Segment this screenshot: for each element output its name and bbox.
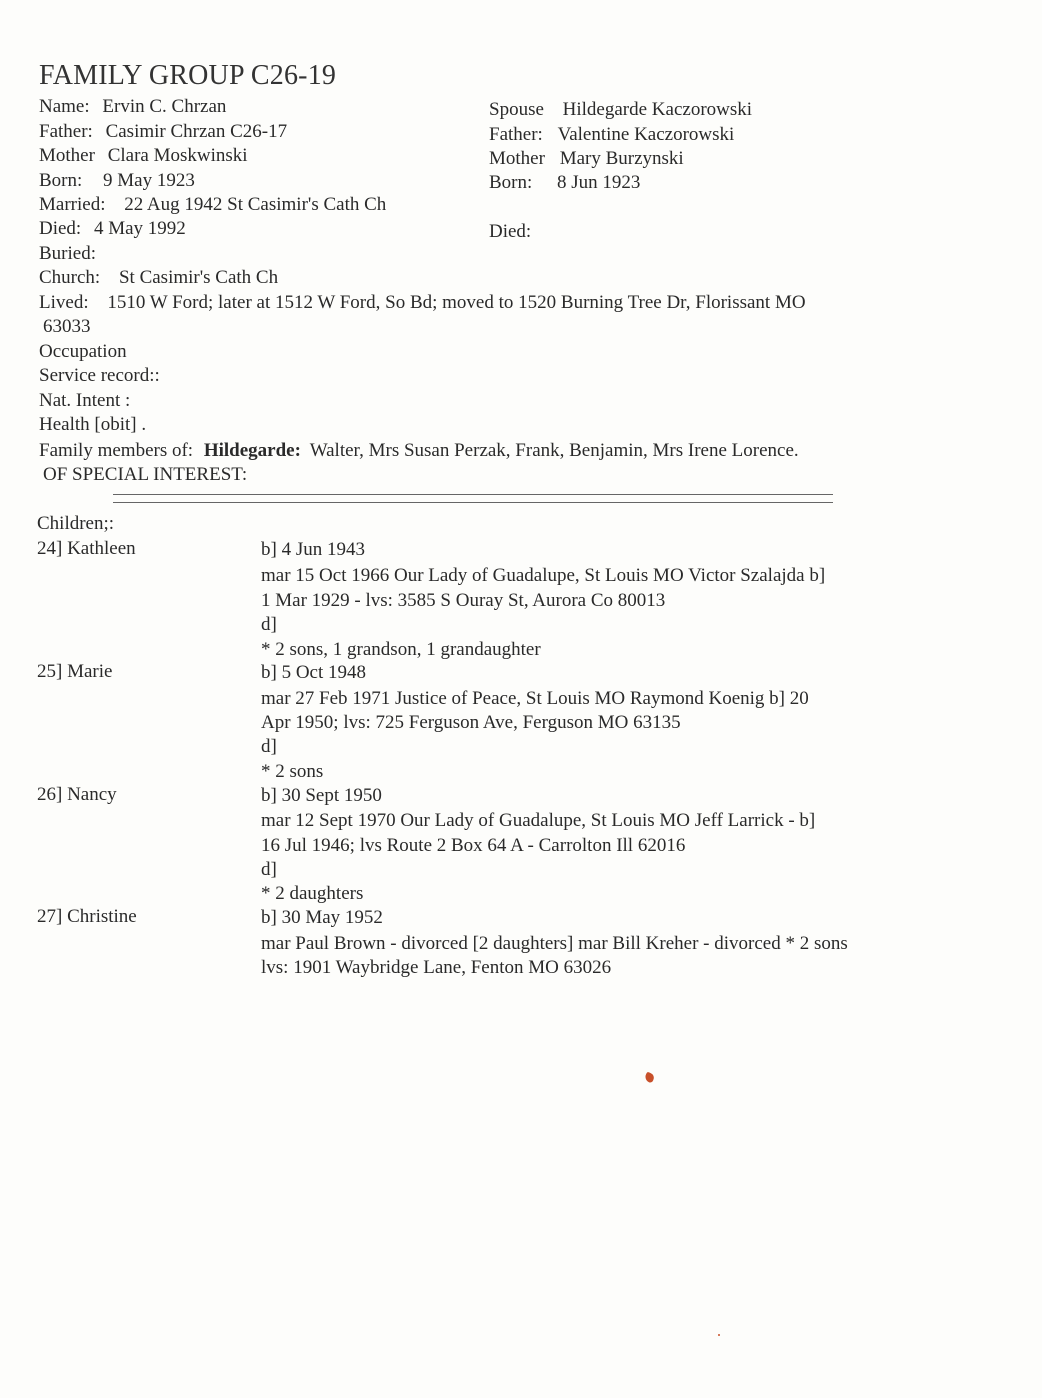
married-row xyxy=(39,193,386,217)
scan-speck xyxy=(644,1072,656,1084)
mother-label: Mother xyxy=(39,145,95,166)
died-row xyxy=(39,217,186,241)
spouse-died-label: Died: xyxy=(489,221,532,242)
buried-row xyxy=(39,242,96,266)
child-line: b] 4 Jun 1943 xyxy=(261,539,365,560)
separator-rule xyxy=(113,494,833,503)
born-value: 9 May 1923 xyxy=(103,170,195,191)
father-label: Father: xyxy=(39,121,93,142)
occupation-label: Occupation xyxy=(39,341,127,362)
spouse-father-value: Valentine Kaczorowski xyxy=(557,124,735,145)
child-line: b] 30 May 1952 xyxy=(261,907,383,928)
special-interest-label: OF SPECIAL INTEREST: xyxy=(43,464,248,485)
lived-continuation: 63033 xyxy=(43,316,91,337)
mother-value: Clara Moskwinski xyxy=(107,145,248,166)
child-line: d] xyxy=(261,859,277,880)
children-label: Children;: xyxy=(37,513,115,534)
name-row xyxy=(39,95,226,119)
child-name: 24] Kathleen xyxy=(37,538,136,559)
child-line: 16 Jul 1946; lvs Route 2 Box 64 A - Carrolton Ill 62016 xyxy=(261,835,686,856)
family-members-row xyxy=(39,439,799,463)
died-label: Died: xyxy=(39,218,82,239)
born-label: Born: xyxy=(39,170,83,191)
spouse-father-label: Father: xyxy=(489,124,543,145)
buried-label: Buried: xyxy=(39,243,96,264)
father-row xyxy=(39,120,287,144)
child-name: 25] Marie xyxy=(37,661,113,682)
child-line: * 2 sons xyxy=(261,761,324,782)
child-line: d] xyxy=(261,736,277,757)
child-line: Apr 1950; lvs: 725 Ferguson Ave, Ferguson MO 63135 xyxy=(261,712,681,733)
spouse-born-row xyxy=(489,171,640,195)
child-line: b] 30 Sept 1950 xyxy=(261,785,382,806)
child-line: * 2 sons, 1 grandson, 1 grandaughter xyxy=(261,639,541,660)
spouse-label: Spouse xyxy=(489,99,544,120)
child-name: 27] Christine xyxy=(37,906,137,927)
spouse-father-row xyxy=(489,123,734,147)
child-line: 1 Mar 1929 - lvs: 3585 S Ouray St, Aurora Co 80013 xyxy=(261,590,666,611)
spouse-row xyxy=(489,98,752,122)
page-title: FAMILY GROUP C26-19 xyxy=(39,60,337,91)
spouse-value: Hildegarde Kaczorowski xyxy=(562,99,753,120)
church-value: St Casimir's Cath Ch xyxy=(118,267,279,288)
child-line: d] xyxy=(261,614,277,635)
spouse-born-value: 8 Jun 1923 xyxy=(557,172,641,193)
church-label: Church: xyxy=(39,267,101,288)
child-line: mar 27 Feb 1971 Justice of Peace, St Louis MO Raymond Koenig b] 20 xyxy=(261,688,809,709)
child-line: b] 5 Oct 1948 xyxy=(261,662,367,683)
born-row xyxy=(39,169,195,193)
name-value: Ervin C. Chrzan xyxy=(102,96,227,117)
scan-dot xyxy=(718,1334,720,1336)
family-members-label: Family members of: xyxy=(39,440,194,461)
child-name: 26] Nancy xyxy=(37,784,117,805)
father-value: Casimir Chrzan C26-17 xyxy=(105,121,288,142)
spouse-born-label: Born: xyxy=(489,172,533,193)
child-line: mar 15 Oct 1966 Our Lady of Guadalupe, St Louis MO Victor Szalajda b] xyxy=(261,565,826,586)
spouse-mother-row xyxy=(489,147,684,171)
married-label: Married: xyxy=(39,194,106,215)
lived-value: 1510 W Ford; later at 1512 W Ford, So Bd; moved to 1520 Burning Tree Dr, Florissant MO xyxy=(107,292,806,313)
married-value: 22 Aug 1942 St Casimir's Cath Ch xyxy=(124,194,387,215)
church-row xyxy=(39,266,278,290)
spouse-mother-value: Mary Burzynski xyxy=(559,148,684,169)
nat-intent-label: Nat. Intent : xyxy=(39,390,131,411)
name-label: Name: xyxy=(39,96,90,117)
child-line: mar 12 Sept 1970 Our Lady of Guadalupe, St Louis MO Jeff Larrick - b] xyxy=(261,810,816,831)
service-record-label: Service record:: xyxy=(39,365,160,386)
family-members-name: Hildegarde: xyxy=(203,440,301,461)
died-value: 4 May 1992 xyxy=(93,218,186,239)
child-line: lvs: 1901 Waybridge Lane, Fenton MO 63026 xyxy=(261,957,612,978)
mother-row xyxy=(39,144,248,168)
family-members-list: Walter, Mrs Susan Perzak, Frank, Benjamin, Mrs Irene Lorence. xyxy=(309,440,799,461)
lived-row xyxy=(39,291,806,315)
spouse-mother-label: Mother xyxy=(489,148,545,169)
lived-label: Lived: xyxy=(39,292,89,313)
child-line: * 2 daughters xyxy=(261,883,364,904)
health-label: Health [obit] . xyxy=(39,414,147,435)
child-line: mar Paul Brown - divorced [2 daughters] mar Bill Kreher - divorced * 2 sons xyxy=(261,933,848,954)
